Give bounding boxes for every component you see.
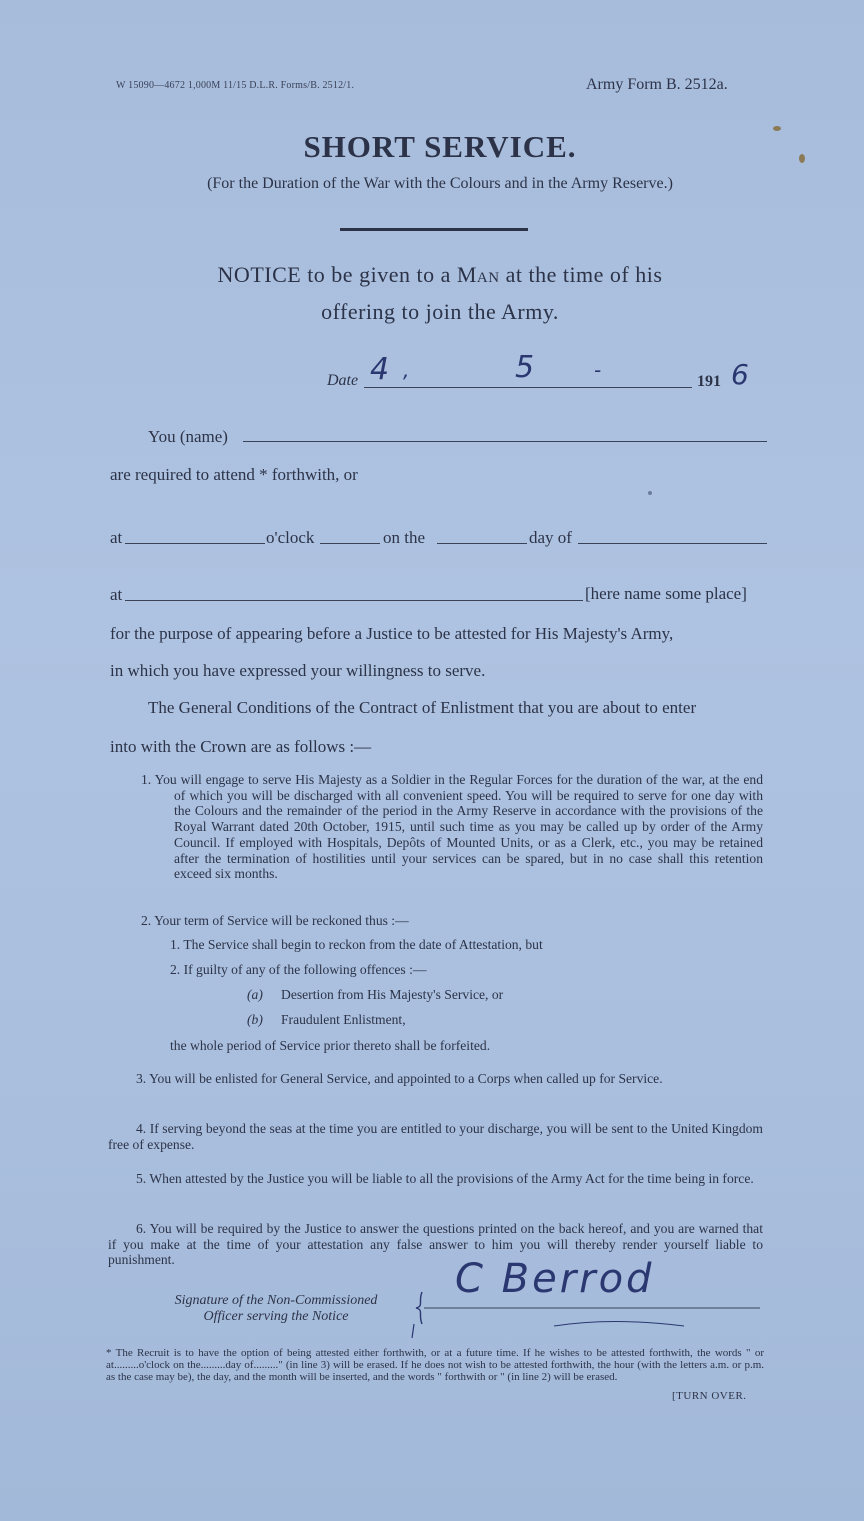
at-label-1: at: [110, 528, 123, 547]
page-title: SHORT SERVICE.: [303, 129, 577, 164]
paper-stain: [773, 126, 781, 131]
willingness-text: in which you have expressed your willingness to serve.: [110, 661, 486, 680]
signature-label-1: Signature of the Non-Commissioned: [174, 1293, 378, 1308]
date-year-handwritten: 6: [731, 358, 749, 391]
condition-6-text: 6. You will be required by the Justice to answer the questions printed on the back hereof, and you are warned that if you make at the time of your attestation any false answer to him you will thereby render yourself liable to punishment.: [108, 1221, 763, 1268]
date-month-handwritten: 5: [515, 350, 535, 385]
signature-handwritten: C Berrod: [455, 1256, 655, 1302]
condition-2-2: 2. If guilty of any of the following offences :—: [170, 962, 427, 977]
month-line: [578, 543, 767, 544]
condition-4-text: 4. If serving beyond the seas at the time you are entitled to your discharge, you will be sent to the United Kingdom free of expense.: [108, 1121, 763, 1152]
form-paper: W 15090—4672 1,000M 11/15 D.L.R. Forms/B. 2512/1. Army Form B. 2512a. SHORT SERVICE. (For the Duration of the War with the Colours and in the Army Reserve.) NOTICE to be given to a Man at the time of his offering to join the Army. Date 4 , 5 - 191 6 You (name) are required to attend * forthwith, or at o'clock on the day of at [here name some place] for the purpose of appearing before a Justice to be attested for His Majesty's Army, in which you have expressed your willingness to serve. The General Conditions of the Contract of Enlistment that you are about to enter into with the Crown are as follows :— 1. You will engage to serve His Majesty as a Soldier in the Regular Forces for the duration of the war, at the end of which you will be discharged with all convenient speed. You will be required to serve for one day with the Colours and the remainder of the period in the Army Reserve in accordance with the provisions of the Royal Warrant dated 20th October, 1915, until such time as you may be called up by order of the Army Council. If employed with Hospitals, Depôts of Mounted Units, or as a Clerk, etc., you may be retained after the termination of hostilities until your services can be spared, but in no case shall this retention exceed six months. 2. Your term of Service will be reckoned thus :— 1. The Service shall begin to reckon from the date of Attestation, but 2. If guilty of any of the following offences :— (a) Desertion from His Majesty's Service, or (b) Fraudulent Enlistment, the whole period of Service prior thereto shall be forfeited. 3. You will be enlisted for General Service, and appointed to a Corps when called up for Service. 4. If serving beyond the seas at the time you are entitled to your discharge, you will be sent to the United Kingdom free of expense. 5. When attested by the Justice you will be liable to all the provisions of the Army Act for the time being in force. 6. You will be required by the Justice to answer the questions printed on the back hereof, and you are warned that if you make at the time of your attestation any false answer to him you will thereby render yourself liable to punishment. Signature of the Non-Commissioned Officer serving the Notice C Berrod * The Recruit is to have the option of being attested either forthwith, or at a future time. If he wishes to be attested forthwith, the words " or at.........o'clock on the.........day of........." (in line 3) will be erased. If he does not wish to be attested forthwith, the hour (with the letters a.m. or p.m. as the case may be), the day, and the month will be inserted, and the words " forthwith or " (in line 2) will be erased. [TURN OVER.: [0, 0, 864, 1521]
turn-over: [TURN OVER.: [672, 1390, 747, 1402]
subtitle: [0, 175, 864, 193]
oclock-label: o'clock: [266, 528, 315, 547]
on-the-label: on the: [383, 528, 426, 547]
attend-text: are required to attend * forthwith, or: [110, 465, 358, 484]
condition-5-text: 5. When attested by the Justice you will be liable to all the provisions of the Army Act for the time being in force.: [136, 1171, 754, 1186]
condition-5: [108, 1171, 763, 1187]
name-line: [243, 441, 767, 442]
condition-1-text: 1. You will engage to serve His Majesty as a Soldier in the Regular Forces for the duration of the war, at the end of which you will be discharged with all convenient speed. You will be required to serve for one day with the Colours and the remainder of the period in the Army Reserve in accordance with the provisions of the Royal Warrant dated 20th October, 1915, until such time as you may be called up by order of the Army Council. If employed with Hospitals, Depôts of Mounted Units, or as a Clerk, etc., you may be retained after the termination of hostilities until your services can be spared, but in no case shall this retention exceed six months.: [141, 772, 763, 882]
notice-man: Man: [456, 262, 500, 287]
condition-2-b-mark: (b): [247, 1012, 263, 1027]
day-line: [437, 543, 527, 544]
condition-2-a: Desertion from His Majesty's Service, or: [281, 987, 504, 1002]
subtitle-text: (For the Duration of the War with the Colours and in the Army Reserve.): [207, 175, 673, 192]
notice-heading-line-2: offering to join the Army.: [321, 299, 559, 324]
general-conditions-line-1: The General Conditions of the Contract of Enlistment that you are about to enter: [148, 698, 697, 717]
date-day-handwritten: 4: [370, 352, 390, 387]
notice-heading-line-1: [0, 262, 864, 288]
condition-2-a-mark: (a): [247, 987, 263, 1002]
place-line: [125, 600, 583, 601]
at-label-2: at: [110, 585, 123, 604]
date-year-printed: 191: [697, 373, 721, 390]
condition-3: [108, 1071, 763, 1087]
title-rule: [340, 228, 528, 231]
condition-2: 2. Your term of Service will be reckoned thus :—: [141, 913, 409, 928]
condition-2-1: 1. The Service shall begin to reckon from the date of Attestation, but: [170, 937, 543, 952]
condition-2-b: Fraudulent Enlistment,: [281, 1012, 406, 1027]
condition-1: [141, 772, 763, 882]
print-code: W 15090—4672 1,000M 11/15 D.L.R. Forms/B. 2512/1.: [116, 80, 355, 91]
paper-stain: [648, 491, 652, 495]
name-label: You (name): [148, 427, 228, 446]
notice-part-a: NOTICE to be given to a: [217, 262, 457, 287]
purpose-text: for the purpose of appearing before a Justice to be attested for His Majesty's Army,: [110, 624, 674, 643]
place-hint: [here name some place]: [585, 584, 747, 603]
time-line: [125, 543, 265, 544]
date-label: Date: [327, 372, 359, 389]
footnote: * The Recruit is to have the option of being attested either forthwith, or at a future time. If he wishes to be attested forthwith, the words " or at.........o'clock on the.........day of........." (in line 3) will be erased. If he does not wish to be attested forthwith, the hour (with the letters a.m. or p.m. as the case may be), the day, and the month will be inserted, and the words " forthwith or " (in line 2) will be erased.: [106, 1347, 764, 1383]
date-line: [364, 387, 692, 388]
condition-3-text: 3. You will be enlisted for General Service, and appointed to a Corps when called up for Service.: [136, 1071, 663, 1086]
paper-stain: [799, 154, 805, 163]
condition-2-end: the whole period of Service prior thereto shall be forfeited.: [170, 1038, 491, 1053]
day-of-label: day of: [529, 528, 572, 547]
notice-part-b: at the time of his: [499, 262, 663, 287]
form-number: Army Form B. 2512a.: [586, 76, 728, 93]
general-conditions-line-2: into with the Crown are as follows :—: [110, 737, 372, 756]
signature-label-2: Officer serving the Notice: [203, 1309, 349, 1324]
condition-4: [108, 1121, 763, 1152]
